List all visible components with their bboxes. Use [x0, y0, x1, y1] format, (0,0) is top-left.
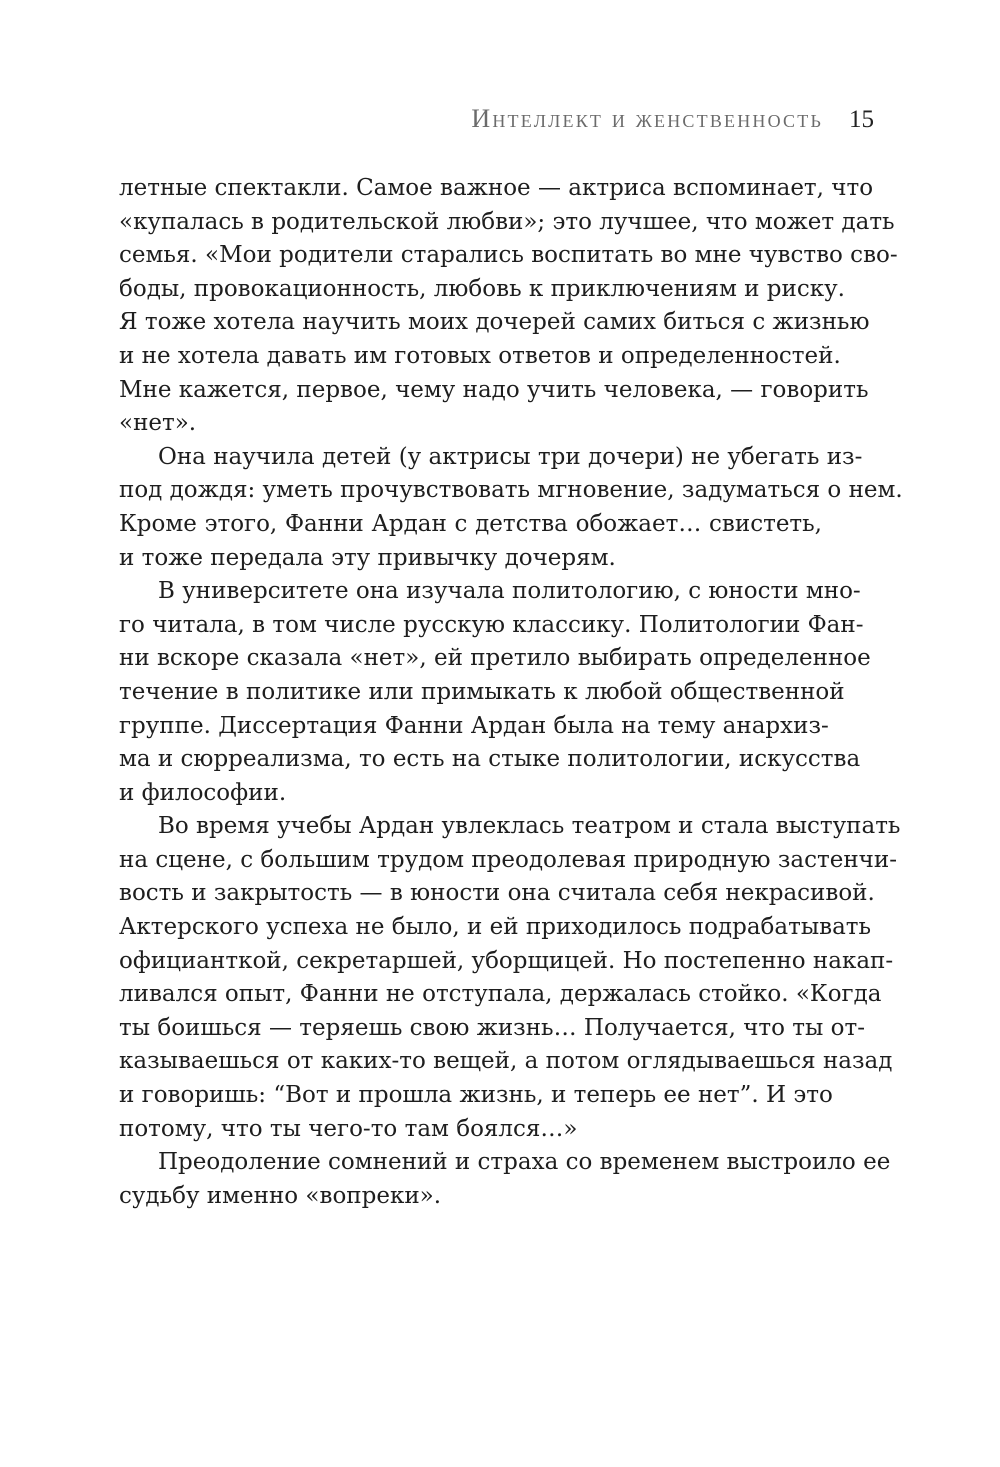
text-line: потому, что ты чего-то там боялся…» [119, 1115, 578, 1142]
text-line: Кроме этого, Фанни Ардан с детства обожает… свистеть, [119, 510, 822, 537]
running-title: Интеллект и женственность [471, 104, 823, 133]
text-line: на сцене, с большим трудом преодолевая природную застенчи- [119, 846, 897, 873]
text-line: и тоже передала эту привычку дочерям. [119, 544, 616, 571]
text-line: го читала, в том числе русскую классику. Политологии Фан- [119, 611, 864, 638]
text-line: казываешься от каких-то вещей, а потом оглядываешься назад [119, 1048, 893, 1075]
text-line: Мне кажется, первое, чему надо учить человека, — говорить [119, 376, 869, 403]
text-line: ни вскоре сказала «нет», ей претило выбирать определенное [119, 645, 871, 672]
text-line: ливался опыт, Фанни не отступала, держалась стойко. «Когда [119, 981, 882, 1008]
text-line: «купалась в родительской любви»; это лучшее, что может дать [119, 208, 895, 235]
text-line: судьбу именно «вопреки». [119, 1182, 442, 1209]
paragraph [119, 172, 898, 441]
paragraph [119, 575, 871, 810]
text-line: вость и закрытость — в юности она считала себя некрасивой. [119, 880, 875, 907]
paragraph [119, 441, 903, 575]
paragraph [119, 1146, 891, 1213]
text-line: и не хотела давать им готовых ответов и определенностей. [119, 342, 841, 369]
text-line: семья. «Мои родители старались воспитать во мне чувство сво- [119, 242, 898, 269]
text-line: Она научила детей (у актрисы три дочери) не убегать из- [158, 443, 863, 470]
body-text [119, 172, 903, 1213]
text-line: боды, провокационность, любовь к приключениям и риску. [119, 275, 845, 302]
paragraph [119, 810, 901, 1146]
page-number: 15 [849, 106, 874, 133]
text-line: Преодоление сомнений и страха со временем выстроило ее [158, 1149, 891, 1176]
text-line: Актерского успеха не было, и ей приходилось подрабатывать [119, 914, 872, 941]
text-line: и говоришь: “Вот и прошла жизнь, и теперь ее нет”. И это [119, 1082, 833, 1109]
text-line: ты боишься — теряешь свою жизнь… Получается, что ты от- [119, 1014, 865, 1041]
running-head [471, 104, 874, 134]
text-line: Я тоже хотела научить моих дочерей самих биться с жизнью [119, 309, 870, 336]
text-line: официанткой, секретаршей, уборщицей. Но постепенно накап- [119, 947, 894, 974]
text-line: Во время учебы Ардан увлеклась театром и стала выступать [158, 813, 901, 840]
text-line: летные спектакли. Самое важное — актриса вспоминает, что [119, 175, 874, 201]
text-line: под дождя: уметь прочувствовать мгновение, задуматься о нем. [119, 477, 903, 504]
text-line: течение в политике или примыкать к любой общественной [119, 678, 845, 705]
text-line: группе. Диссертация Фанни Ардан была на тему анархиз- [119, 712, 829, 739]
text-line: В университете она изучала политологию, с юности мно- [158, 578, 861, 605]
text-line: и философии. [119, 779, 287, 806]
text-line: ма и сюрреализма, то есть на стыке политологии, искусства [119, 746, 861, 773]
text-line: «нет». [119, 410, 197, 437]
